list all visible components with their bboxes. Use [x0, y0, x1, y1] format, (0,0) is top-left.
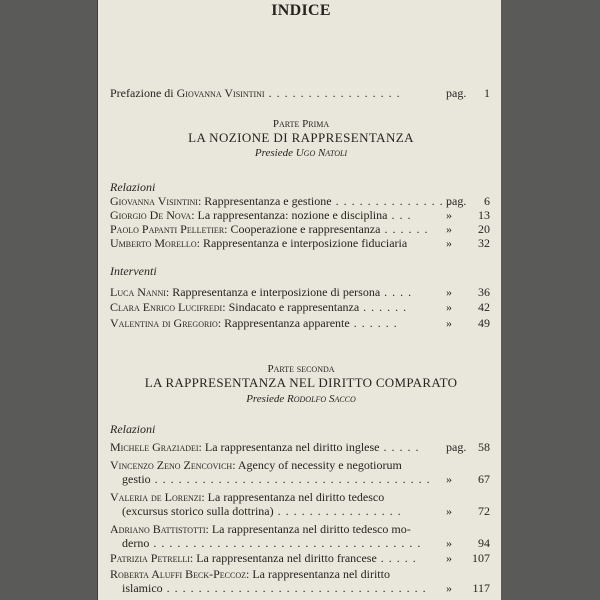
section-heading-interventi: Interventi — [110, 264, 157, 278]
page-number: 1 — [484, 86, 490, 100]
part-label: Parte seconda — [267, 363, 335, 375]
author-name: Michele Graziadei — [110, 440, 199, 454]
page-number: 36 — [478, 285, 490, 299]
page-number: 6 — [484, 194, 490, 208]
author-name: Giovanna Visintini — [176, 86, 265, 100]
toc-entry: Giorgio De Nova: La rappresentanza: nozione e disciplina . . . » 13 — [110, 208, 490, 222]
toc-entry: Paolo Papanti Pelletier: Cooperazione e rappresentanza . . . . . . » 20 — [110, 222, 490, 236]
toc-entry: Roberta Aluffi Beck-Peccoz: La rappresentanza nel diritto — [110, 567, 390, 581]
toc-entry: Patrizia Petrelli: La rappresentanza nel diritto francese . . . . . » 107 — [110, 551, 490, 565]
toc-entry: Clara Enrico Lucifredi: Sindacato e rappresentanza . . . . . . » 42 — [110, 300, 490, 314]
page-title: INDICE — [271, 2, 331, 19]
toc-entry-continuation: (excursus storico sulla dottrina) . . . . . . . . . . . . . . . . » 72 — [122, 504, 490, 518]
author-name: Umberto Morello — [110, 236, 197, 250]
toc-entry: Giovanna Visintini: Rappresentanza e gestione . . . . . . . . . . . . . . . pag. 6 — [110, 194, 490, 208]
toc-entry: Adriano Battistotti: La rappresentanza nel diritto tedesco mo- — [110, 522, 411, 536]
part-chair: Presiede Ugo Natoli — [254, 147, 348, 159]
toc-entry-continuation: gestio . . . . . . . . . . . . . . . . . . . . . . . . . . . . . . . . . . . » 67 — [122, 472, 490, 486]
author-name: Paolo Papanti Pelletier — [110, 222, 225, 236]
page-number: 49 — [478, 316, 490, 330]
page-number: 72 — [478, 504, 490, 518]
page-number: 32 — [478, 236, 490, 250]
page-number: 58 — [478, 440, 490, 454]
page-number: 107 — [472, 551, 490, 565]
page-number: 117 — [472, 581, 490, 595]
author-name: Roberta Aluffi Beck-Peccoz — [110, 567, 247, 581]
toc-entry: Valentina di Gregorio: Rappresentanza apparente . . . . . . » 49 — [110, 316, 490, 330]
toc-entry-prefazione: Prefazione di Giovanna Visintini . . . . . . . . . . . . . . . . . pag. 1 — [110, 86, 490, 100]
toc-entry: Valeria de Lorenzi: La rappresentanza nel diritto tedesco — [110, 490, 385, 504]
author-name: Giovanna Visintini — [110, 194, 198, 208]
part-title: LA NOZIONE DI RAPPRESENTANZA — [188, 130, 414, 145]
author-name: Luca Nanni — [110, 285, 166, 299]
toc-entry: Vincenzo Zeno Zencovich: Agency of necessity e negotiorum — [110, 458, 402, 472]
toc-entry: Luca Nanni: Rappresentanza e interposizione di persona . . . . » 36 — [110, 285, 490, 299]
section-heading-relazioni: Relazioni — [110, 180, 156, 194]
toc-entry: Michele Graziadei: La rappresentanza nel diritto inglese . . . . . pag. 58 — [110, 440, 490, 454]
author-name: Valeria de Lorenzi — [110, 490, 202, 504]
section-heading-relazioni: Relazioni — [110, 422, 156, 436]
author-name: Clara Enrico Lucifredi — [110, 300, 223, 314]
author-name: Vincenzo Zeno Zencovich — [110, 458, 233, 472]
author-name: Giorgio De Nova — [110, 208, 192, 222]
author-name: Patrizia Petrelli — [110, 551, 190, 565]
page-number: 13 — [478, 208, 490, 222]
page-number: 67 — [478, 472, 490, 486]
page-number: 94 — [478, 536, 490, 550]
toc-entry-continuation: derno . . . . . . . . . . . . . . . . . . . . . . . . . . . . . . . . . . » 94 — [122, 536, 490, 550]
toc-entry: Umberto Morello: Rappresentanza e interposizione fiduciaria » 32 — [110, 236, 490, 250]
part-label: Parte Prima — [272, 118, 330, 130]
toc-entry-continuation: islamico . . . . . . . . . . . . . . . . . . . . . . . . . . . . . . . . . » 117 — [122, 581, 490, 595]
page-number: 20 — [478, 222, 490, 236]
page-number: 42 — [478, 300, 490, 314]
author-name: Adriano Battistotti — [110, 522, 206, 536]
part-chair: Presiede Rodolfo Sacco — [246, 393, 356, 405]
author-name: Valentina di Gregorio — [110, 316, 218, 330]
part-title: LA RAPPRESENTANZA NEL DIRITTO COMPARATO — [144, 375, 458, 390]
